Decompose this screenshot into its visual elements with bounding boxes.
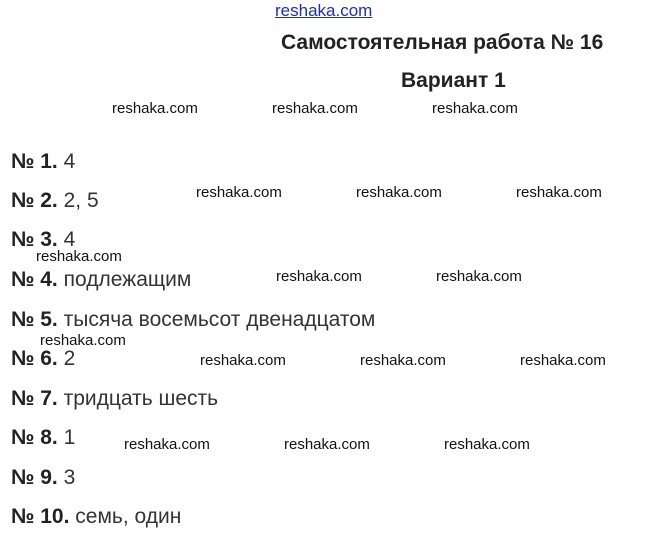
answer-value: тысяча восемьсот двенадцатом bbox=[63, 308, 376, 331]
watermark: reshaka.com bbox=[516, 184, 602, 201]
watermark: reshaka.com bbox=[284, 436, 370, 453]
answer-item bbox=[11, 466, 75, 490]
watermark: reshaka.com bbox=[272, 100, 358, 117]
watermark: reshaka.com bbox=[200, 352, 286, 369]
watermark: reshaka.com bbox=[444, 436, 530, 453]
answer-value: тридцать шесть bbox=[63, 387, 219, 410]
answer-value: 2 bbox=[63, 347, 76, 370]
answer-number: № 5. bbox=[11, 308, 58, 331]
watermark: reshaka.com bbox=[356, 184, 442, 201]
watermark: reshaka.com bbox=[196, 184, 282, 201]
page-title: Самостоятельная работа № 16 bbox=[281, 31, 604, 54]
watermark: reshaka.com bbox=[436, 268, 522, 285]
answer-number: № 9. bbox=[11, 466, 58, 489]
answer-value: подлежащим bbox=[63, 268, 192, 291]
watermark: reshaka.com bbox=[360, 352, 446, 369]
watermark: reshaka.com bbox=[432, 100, 518, 117]
variant-heading: Вариант 1 bbox=[401, 69, 506, 92]
watermark: reshaka.com bbox=[276, 268, 362, 285]
answer-item bbox=[11, 150, 75, 174]
answer-item bbox=[11, 228, 75, 252]
site-link[interactable]: reshaka.com bbox=[275, 1, 373, 20]
answer-item bbox=[11, 268, 191, 292]
answer-value: 4 bbox=[63, 150, 76, 173]
answer-item bbox=[11, 308, 375, 332]
watermark: reshaka.com bbox=[124, 436, 210, 453]
watermark: reshaka.com bbox=[520, 352, 606, 369]
answer-number: № 10. bbox=[11, 505, 70, 528]
answer-value: 3 bbox=[63, 466, 76, 489]
answer-number: № 6. bbox=[11, 347, 58, 370]
watermark: reshaka.com bbox=[40, 332, 126, 349]
answer-item bbox=[11, 505, 181, 529]
answer-number: № 1. bbox=[11, 150, 58, 173]
watermark: reshaka.com bbox=[112, 100, 198, 117]
answer-number: № 4. bbox=[11, 268, 58, 291]
answer-value: 4 bbox=[63, 228, 76, 251]
answer-item bbox=[11, 347, 75, 371]
answer-item bbox=[11, 426, 75, 450]
answer-value: 2, 5 bbox=[63, 189, 99, 212]
answer-item bbox=[11, 387, 218, 411]
answer-number: № 8. bbox=[11, 426, 58, 449]
answer-number: № 3. bbox=[11, 228, 58, 251]
answer-number: № 7. bbox=[11, 387, 58, 410]
watermark: reshaka.com bbox=[36, 248, 122, 265]
answer-number: № 2. bbox=[11, 189, 58, 212]
answer-item bbox=[11, 189, 99, 213]
answer-value: семь, один bbox=[75, 505, 182, 528]
answer-value: 1 bbox=[63, 426, 76, 449]
